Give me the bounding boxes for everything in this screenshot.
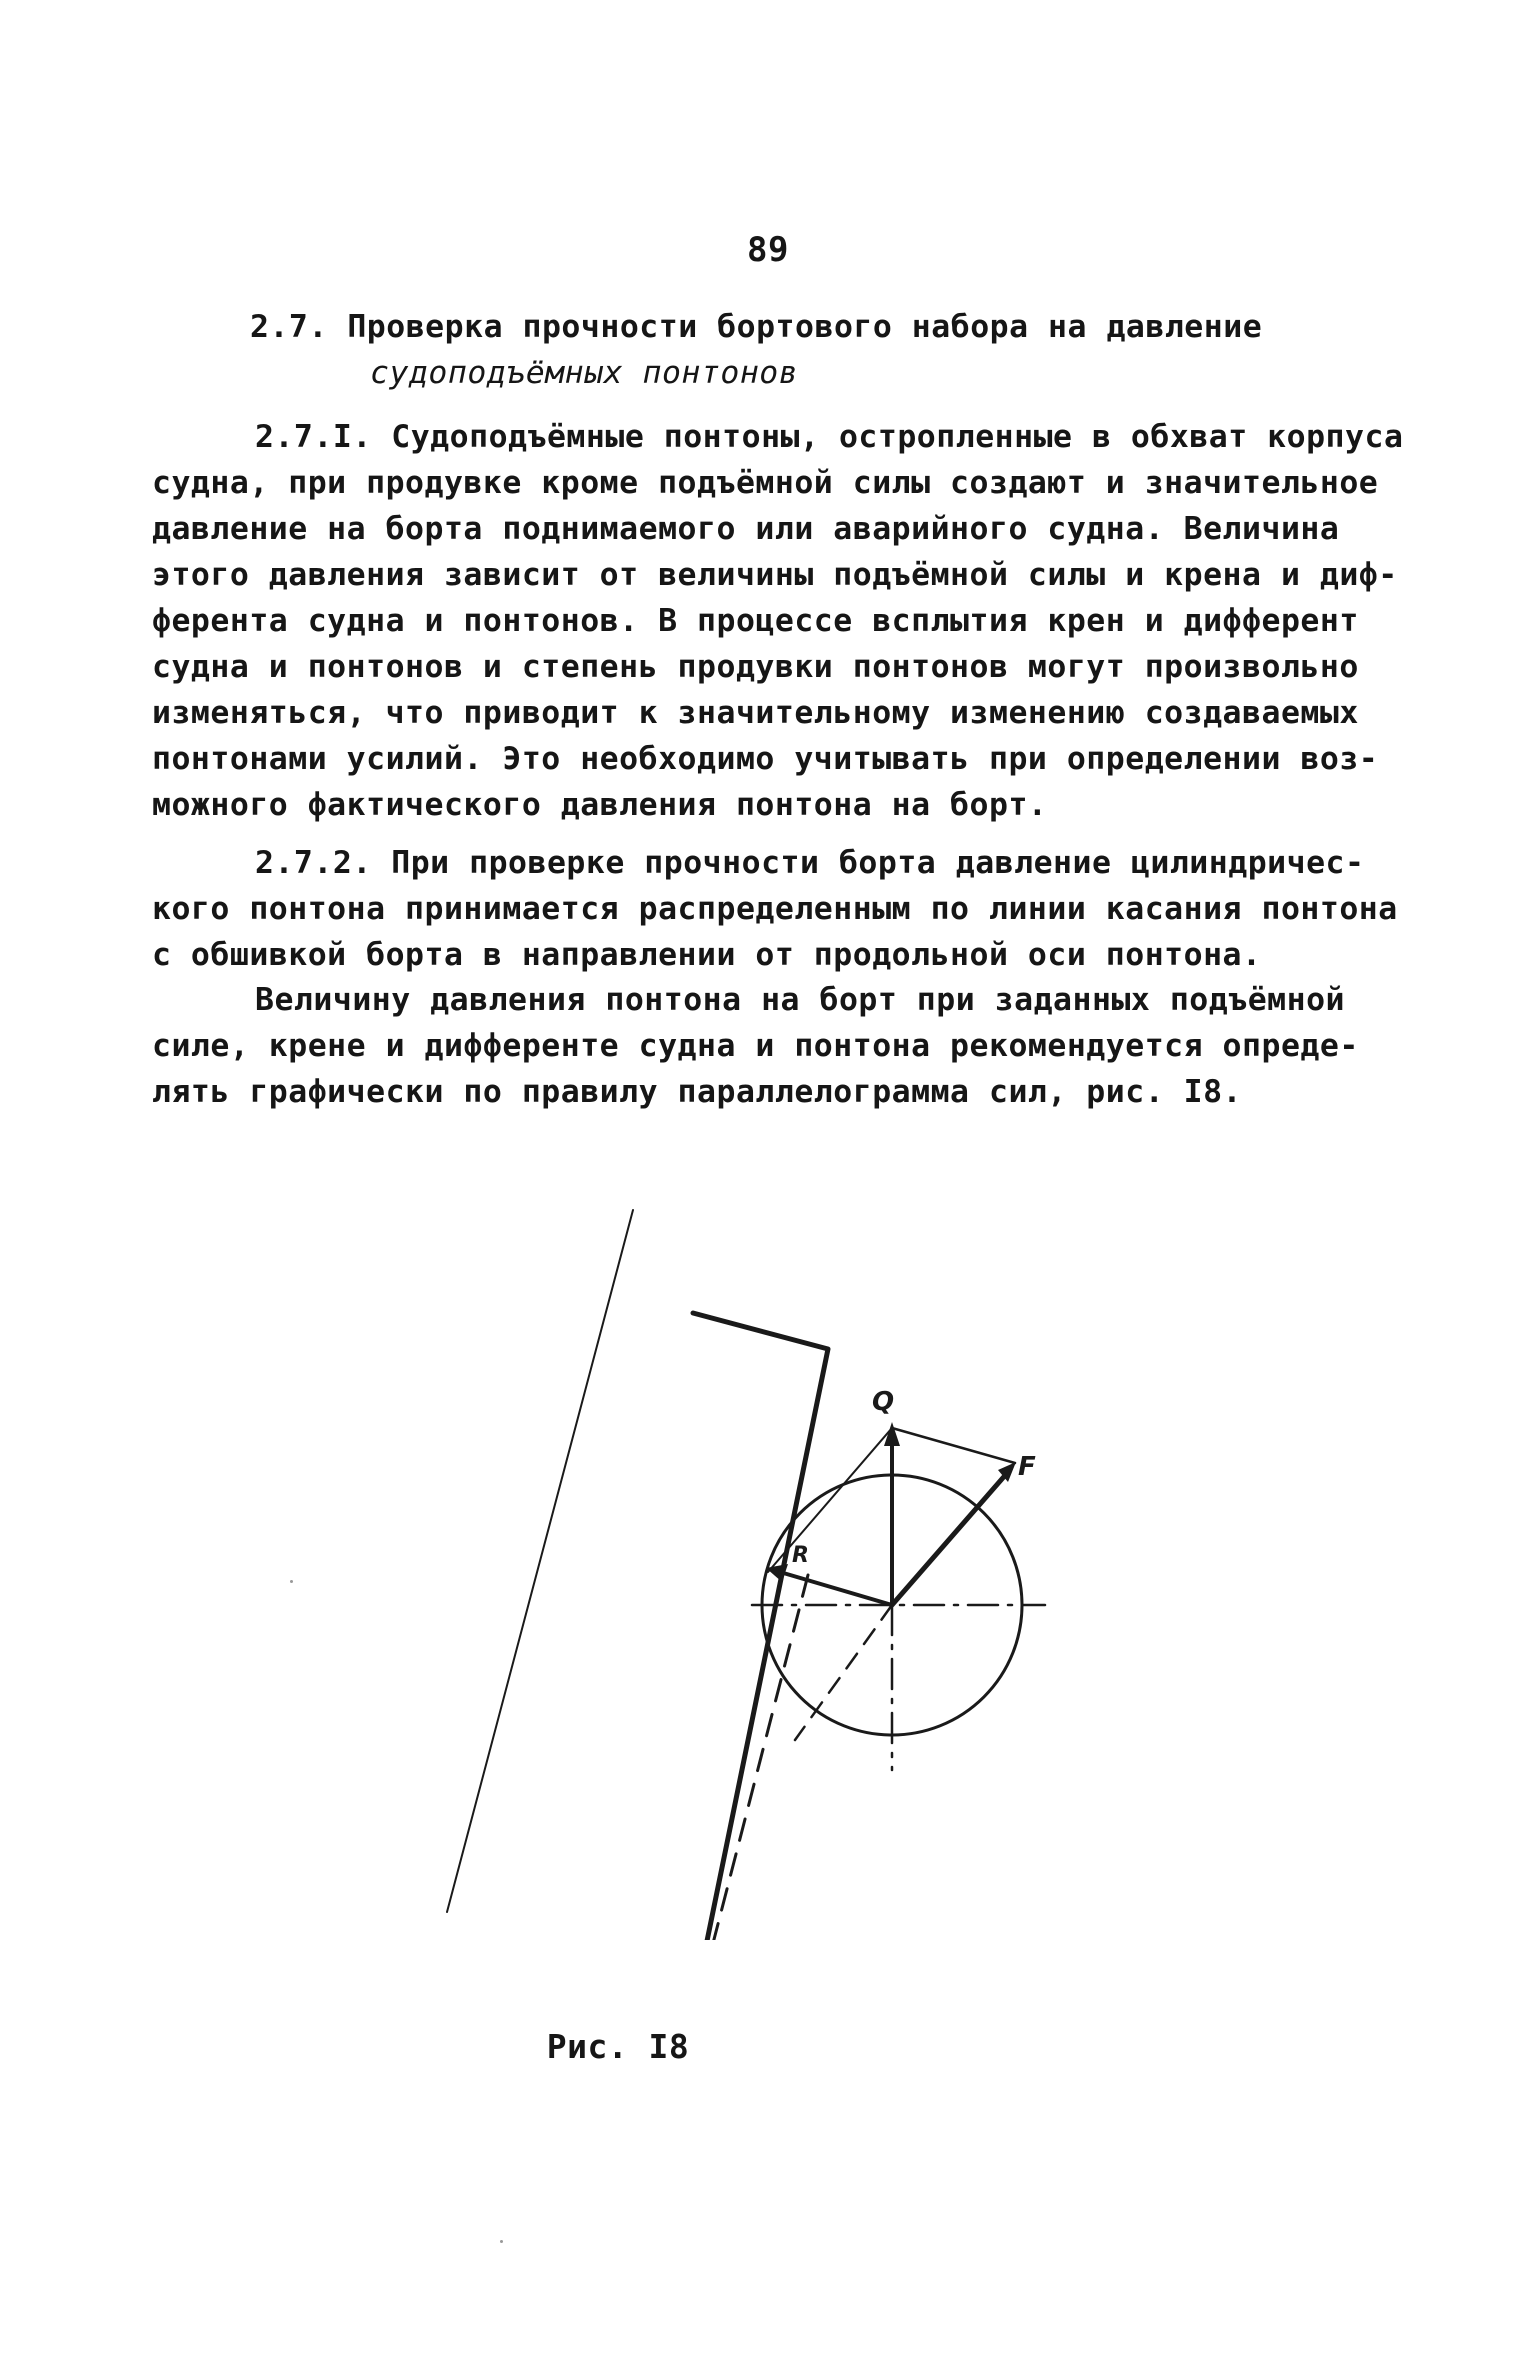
hull-contour	[510, 1313, 828, 1940]
section-heading-line-1: 2.7. Проверка прочности бортового набора на давление	[250, 309, 1263, 345]
text-line: кого понтона принимается распределенным по линии касания понтона	[152, 891, 1398, 927]
contact-line-dashed	[795, 1605, 892, 1740]
text-line: давление на борта поднимаемого или аварийного судна. Величина	[152, 511, 1340, 547]
parallelogram-side-top	[892, 1428, 1015, 1463]
label-r: R	[792, 1543, 809, 1568]
text-line: ферента судна и понтонов. В процессе всплытия крен и дифферент	[152, 603, 1359, 639]
scan-speck	[290, 1580, 293, 1583]
text-line: судна, при продувке кроме подъёмной силы создают и значительное	[152, 465, 1379, 501]
label-q: Q	[872, 1387, 895, 1417]
text-line: изменяться, что приводит к значительному изменению создаваемых	[152, 695, 1359, 731]
label-f: F	[1018, 1452, 1036, 1482]
text-line: силе, крене и дифференте судна и понтона рекомендуется опреде-	[152, 1028, 1359, 1064]
force-r-vector	[780, 1572, 892, 1605]
force-f-vector	[892, 1472, 1008, 1605]
parallelogram-side-left	[768, 1428, 892, 1572]
text-line: Величину давления понтона на борт при заданных подъёмной	[255, 982, 1346, 1018]
figure-caption: Рис. I8	[546, 2027, 690, 2066]
text-line: понтонами усилий. Это необходимо учитывать при определении воз-	[152, 741, 1379, 777]
text-line: можного фактического давления понтона на борт.	[152, 787, 1048, 823]
ship-centerline	[447, 1210, 633, 1912]
text-line: судна и понтонов и степень продувки понтонов могут произвольно	[152, 649, 1359, 685]
figure-pontoon-force-diagram	[430, 1200, 1070, 1940]
text-line: 2.7.2. При проверке прочности борта давление цилиндричес-	[255, 845, 1365, 881]
text-line: этого давления зависит от величины подъёмной силы и крена и диф-	[152, 557, 1398, 593]
scan-speck	[500, 2240, 503, 2243]
text-line: лять графически по правилу параллелограмма сил, рис. I8.	[152, 1074, 1243, 1110]
text-line: 2.7.I. Судоподъёмные понтоны, остропленные в обхват корпуса	[255, 419, 1404, 455]
section-heading-line-2: судоподъёмных понтонов	[370, 355, 799, 391]
page-number: 89	[747, 230, 789, 270]
text-line: с обшивкой борта в направлении от продольной оси понтона.	[152, 937, 1262, 973]
